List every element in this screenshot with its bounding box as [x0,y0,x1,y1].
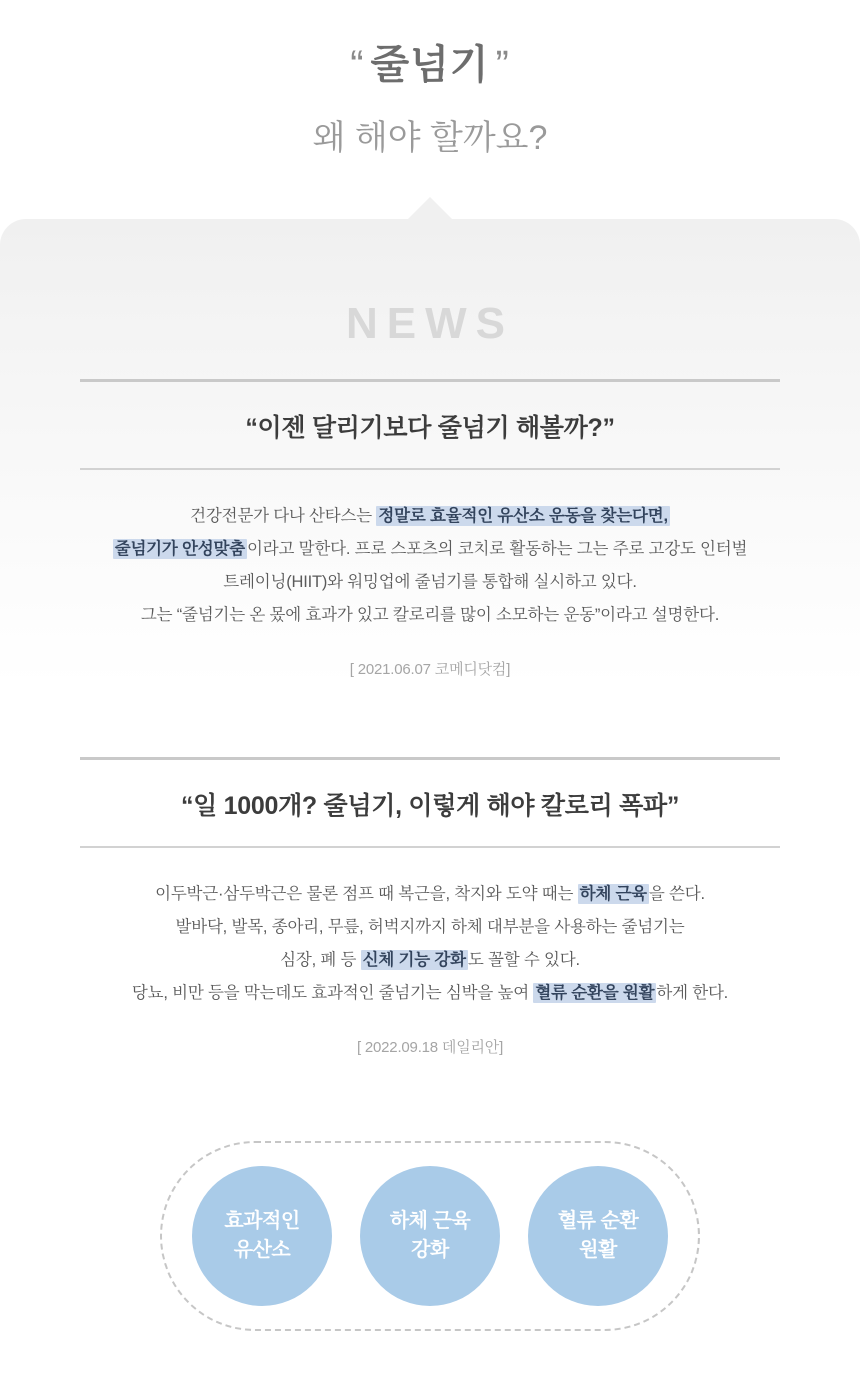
highlighted-text: 정말로 효율적인 유산소 운동을 찾는다면, [378,507,668,525]
article-line [70,878,790,911]
news-article [40,757,820,1057]
text-run: 트레이닝(HIIT)와 워밍업에 줄넘기를 통합해 실시하고 있다. [223,573,637,591]
article-line [70,500,790,533]
bubble-line-1: 효과적인 [224,1210,300,1232]
hero-section [0,0,860,159]
text-run: 이라고 말한다. 프로 스포츠의 코치로 활동하는 그는 주로 고강도 인터벌 [247,540,748,558]
text-run: 심장, 폐 등 [280,951,361,969]
text-run: 건강전문가 다나 산타스는 [190,507,377,525]
bubble-line-1: 혈류 순환 [557,1210,639,1232]
highlighted-text: 혈류 순환을 원활 [535,984,655,1002]
article-line [70,944,790,977]
quote-open: “ [350,43,365,87]
text-run: 발바닥, 발목, 종아리, 무릎, 허벅지까지 하체 대부분을 사용하는 줄넘기는 [175,918,685,936]
summary-bubble [360,1166,500,1306]
news-section-label: NEWS [346,299,514,348]
article-line [70,566,790,599]
article-line [70,533,790,566]
article-source: [ 2021.06.07 코메디닷컴] [349,661,511,678]
article-headline: “이젠 달리기보다 줄넘기 해볼까?” [245,414,615,442]
text-run: 그는 “줄넘기는 온 몼에 효과가 있고 칼로리를 많이 소모하는 운동”이라고 설명한다. [140,606,720,624]
summary-bubbles [160,1141,700,1331]
article-line [70,599,790,632]
summary-bubble [528,1166,668,1306]
bubble-line-2: 강화 [411,1239,449,1261]
text-run: 이두박근·삼두박근은 물론 점프 때 복근을, 착지와 도약 때는 [155,885,578,903]
article-line [70,977,790,1010]
hero-title-text: 줄넘기 [370,43,490,87]
text-run: 하게 한다. [656,984,729,1002]
article-body [40,848,820,1010]
news-card-wrapper [0,219,860,1331]
highlighted-text: 줄넘기가 안성맞춤 [114,540,245,558]
highlighted-text: 하체 근육 [579,885,647,903]
article-headline: “일 1000개? 줄넘기, 이렇게 해야 칼로리 폭파” [180,792,680,820]
page-title [0,38,860,92]
section-gap [40,679,820,757]
summary-bubble [192,1166,332,1306]
article-source: [ 2022.09.18 데일리안] [356,1039,504,1056]
bubble-line-1: 하체 근육 [389,1210,471,1232]
text-run: 을 쓴다. [648,885,705,903]
news-card [0,219,860,1331]
news-article [40,379,820,679]
hero-subtitle: 왜 해야 할까요? [312,119,548,157]
bubble-line-2: 원활 [579,1239,617,1261]
bubble-line-2: 유산소 [233,1239,291,1261]
article-line [70,911,790,944]
highlighted-text: 신체 기능 강화 [362,951,466,969]
quote-close: ” [495,43,510,87]
article-body [40,470,820,632]
text-run: 당뇨, 비만 등을 막는데도 효과적인 줄넘기는 심박을 높여 [131,984,534,1002]
text-run: 도 꼴할 수 있다. [467,951,580,969]
